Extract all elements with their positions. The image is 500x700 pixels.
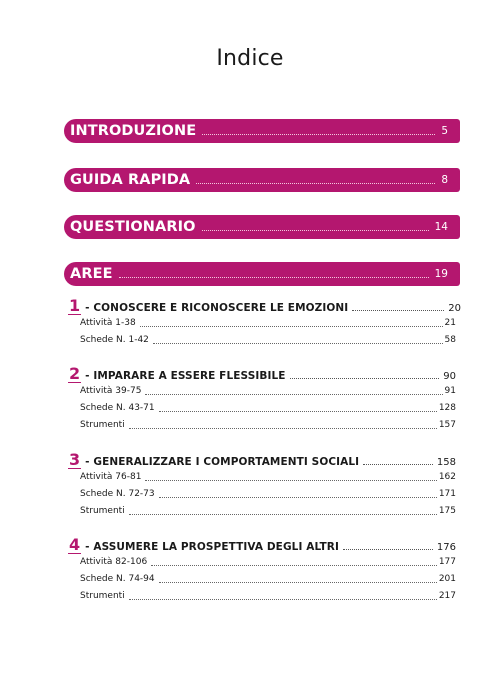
- toc-entry[interactable]: [80, 420, 456, 437]
- entry-page-number: 175: [438, 506, 456, 516]
- section-number: 3: [69, 450, 81, 469]
- toc-entry[interactable]: [80, 318, 456, 335]
- leader-dots: [202, 230, 429, 231]
- entry-label: Schede N. 74-94: [80, 574, 155, 584]
- section-page-number: 158: [436, 457, 456, 468]
- toc-band-questionario[interactable]: [64, 215, 460, 239]
- leader-dots: [145, 480, 436, 481]
- entry-page-number: 58: [444, 335, 456, 345]
- toc-entry[interactable]: [80, 386, 456, 403]
- toc-entry[interactable]: [80, 591, 456, 608]
- leader-dots: [363, 464, 433, 465]
- leader-dots: [290, 378, 440, 379]
- toc-entry[interactable]: [80, 489, 456, 506]
- entry-label: Attività 39-75: [80, 386, 142, 396]
- section-title: - ASSUMERE LA PROSPETTIVA DEGLI ALTRI: [85, 541, 339, 553]
- toc-entry[interactable]: [80, 472, 456, 489]
- band-title: QUESTIONARIO: [70, 219, 196, 235]
- leader-dots: [151, 565, 437, 566]
- page-title: Indice: [216, 46, 284, 71]
- leader-dots: [153, 343, 443, 344]
- section-heading[interactable]: [68, 537, 456, 557]
- toc-band-introduzione[interactable]: [64, 119, 460, 143]
- leader-dots: [145, 394, 442, 395]
- toc-band-aree[interactable]: [64, 262, 460, 286]
- toc-entry[interactable]: [80, 574, 456, 591]
- leader-dots: [202, 134, 435, 135]
- section-title: - CONOSCERE E RICONOSCERE LE EMOZIONI: [85, 302, 349, 314]
- toc-entry[interactable]: [80, 557, 456, 574]
- entry-label: Schede N. 43-71: [80, 403, 155, 413]
- leader-dots: [159, 411, 437, 412]
- entry-label: Attività 82-106: [80, 557, 148, 567]
- toc-band-guida-rapida[interactable]: [64, 168, 460, 192]
- section-title: - GENERALIZZARE I COMPORTAMENTI SOCIALI: [85, 456, 360, 468]
- entry-page-number: 201: [438, 574, 456, 584]
- leader-dots: [159, 497, 437, 498]
- entry-label: Strumenti: [80, 420, 125, 430]
- section-number: 4: [69, 535, 81, 554]
- band-page-number: 8: [441, 174, 448, 186]
- band-title: GUIDA RAPIDA: [70, 172, 191, 188]
- section-number: 1: [69, 296, 81, 315]
- section-page-number: 90: [443, 371, 456, 382]
- toc-section-3: [68, 452, 456, 523]
- toc-entry[interactable]: [80, 506, 456, 523]
- toc-section-1: [68, 296, 462, 352]
- section-title: - IMPARARE A ESSERE FLESSIBILE: [85, 370, 286, 382]
- entry-label: Attività 76-81: [80, 472, 142, 482]
- toc-section-4: [68, 537, 456, 608]
- leader-dots: [129, 599, 437, 600]
- band-page-number: 5: [441, 125, 448, 137]
- leader-dots: [343, 549, 433, 550]
- leader-dots: [352, 310, 444, 311]
- leader-dots: [129, 514, 437, 515]
- entry-page-number: 91: [444, 386, 456, 396]
- band-title: INTRODUZIONE: [70, 123, 197, 139]
- band-title: AREE: [70, 266, 113, 282]
- entry-page-number: 157: [438, 420, 456, 430]
- entry-label: Schede N. 72-73: [80, 489, 155, 499]
- toc-entry[interactable]: [80, 335, 456, 352]
- entry-label: Strumenti: [80, 506, 125, 516]
- section-heading[interactable]: [68, 296, 462, 318]
- entry-page-number: 177: [438, 557, 456, 567]
- band-page-number: 19: [434, 268, 448, 280]
- band-page-number: 14: [434, 221, 448, 233]
- section-heading[interactable]: [68, 452, 456, 472]
- section-number: 2: [69, 364, 81, 383]
- section-heading[interactable]: [68, 366, 456, 386]
- entry-label: Attività 1-38: [80, 318, 136, 328]
- entry-page-number: 162: [438, 472, 456, 482]
- toc-section-2: [68, 366, 456, 437]
- toc-entry[interactable]: [80, 403, 456, 420]
- entry-label: Schede N. 1-42: [80, 335, 149, 345]
- leader-dots: [196, 183, 435, 184]
- leader-dots: [119, 277, 429, 278]
- entry-label: Strumenti: [80, 591, 125, 601]
- entry-page-number: 171: [438, 489, 456, 499]
- entry-page-number: 21: [444, 318, 456, 328]
- entry-page-number: 217: [438, 591, 456, 601]
- leader-dots: [140, 326, 443, 327]
- section-page-number: 176: [436, 542, 456, 553]
- section-page-number: 20: [448, 303, 462, 314]
- entry-page-number: 128: [438, 403, 456, 413]
- leader-dots: [159, 582, 437, 583]
- leader-dots: [129, 428, 437, 429]
